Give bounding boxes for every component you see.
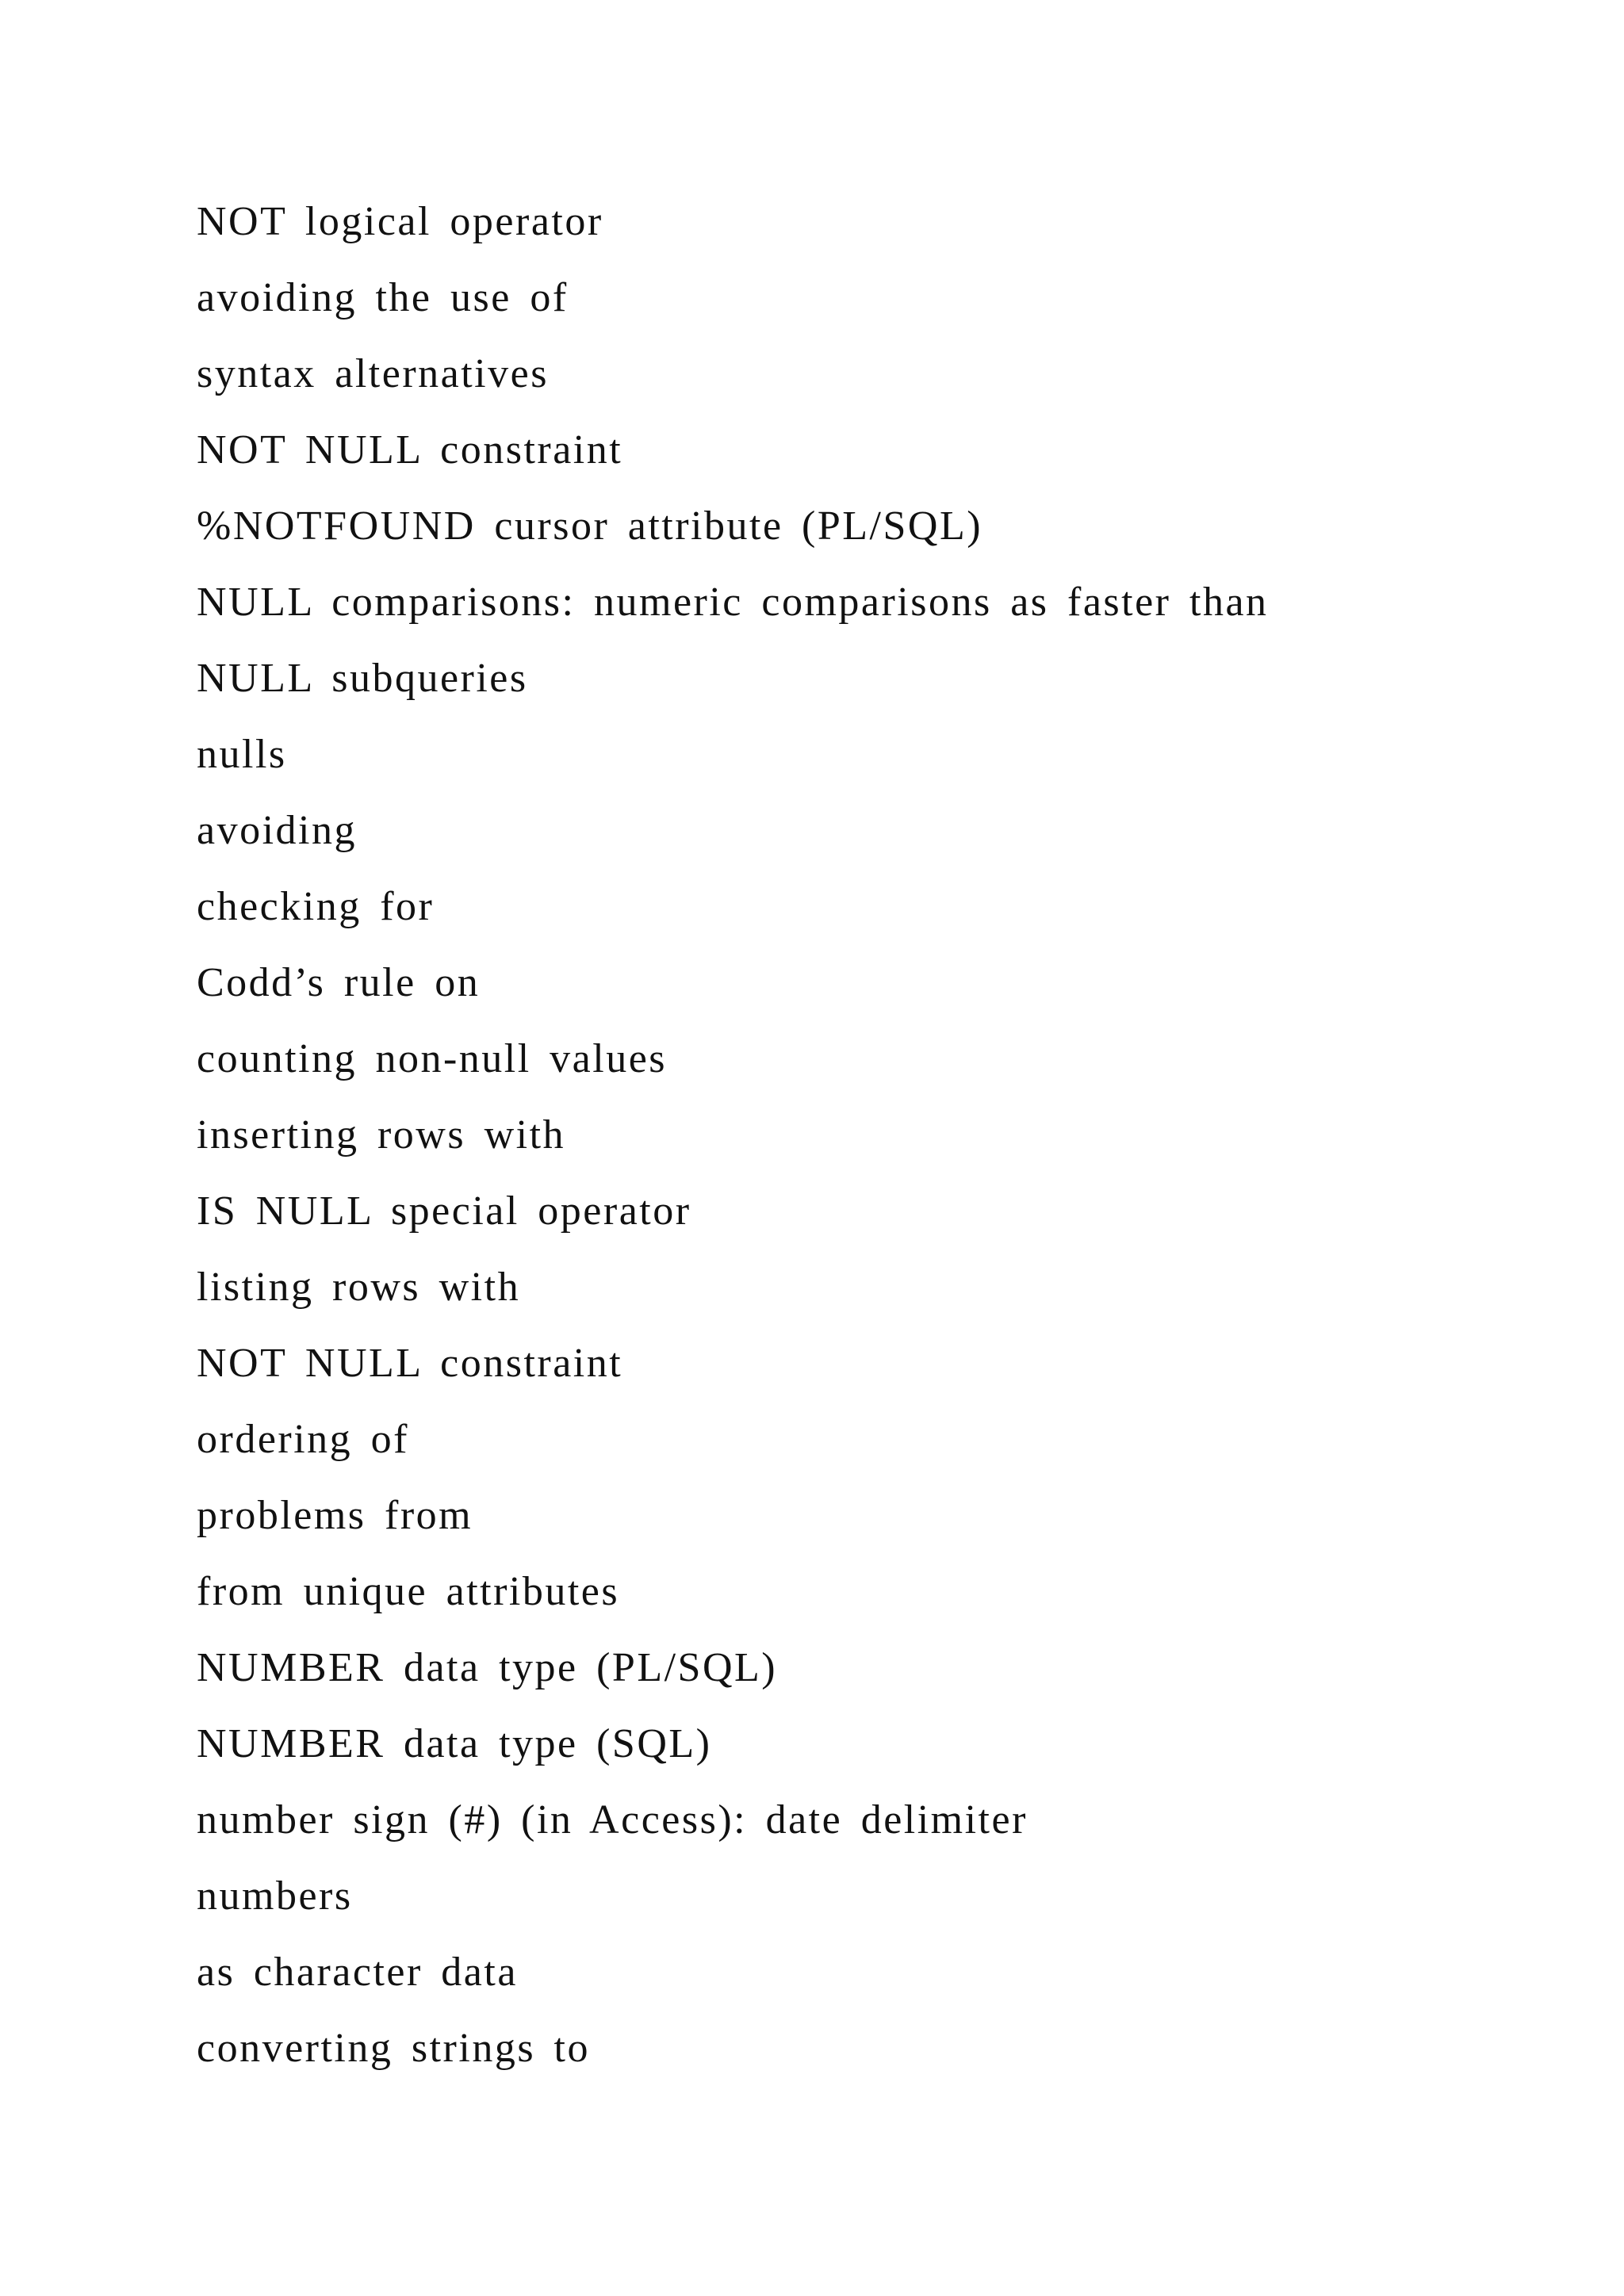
index-entry: ordering of [197,1417,409,1462]
index-entry: checking for [197,884,435,929]
index-entry: NUMBER data type (PL/SQL) [197,1645,778,1690]
index-entry: numbers [197,1873,353,1919]
index-entry: syntax alternatives [197,351,549,396]
index-entry: NOT NULL constraint [197,1341,623,1386]
index-entry-list [197,189,1269,2091]
index-entry: as character data [197,1950,518,1995]
index-entry: Codd’s rule on [197,960,481,1005]
index-entry: counting non-null values [197,1036,668,1081]
index-entry: nulls [197,732,287,777]
index-entry: NUMBER data type (SQL) [197,1721,712,1766]
index-entry: %NOTFOUND cursor attribute (PL/SQL) [197,503,983,549]
index-entry: problems from [197,1493,473,1538]
index-entry: NOT logical operator [197,199,603,244]
index-entry: NULL comparisons: numeric comparisons as faster than [197,580,1269,625]
index-entry: avoiding the use of [197,275,569,320]
index-entry: NOT NULL constraint [197,427,623,473]
index-entry: converting strings to [197,2026,591,2071]
index-entry: listing rows with [197,1265,521,1310]
index-entry: IS NULL special operator [197,1188,691,1234]
index-entry: NULL subqueries [197,656,528,701]
index-entry: avoiding [197,808,357,853]
index-entry: from unique attributes [197,1569,620,1614]
index-entry: number sign (#) (in Access): date delimiter [197,1797,1028,1843]
index-entry: inserting rows with [197,1112,566,1158]
